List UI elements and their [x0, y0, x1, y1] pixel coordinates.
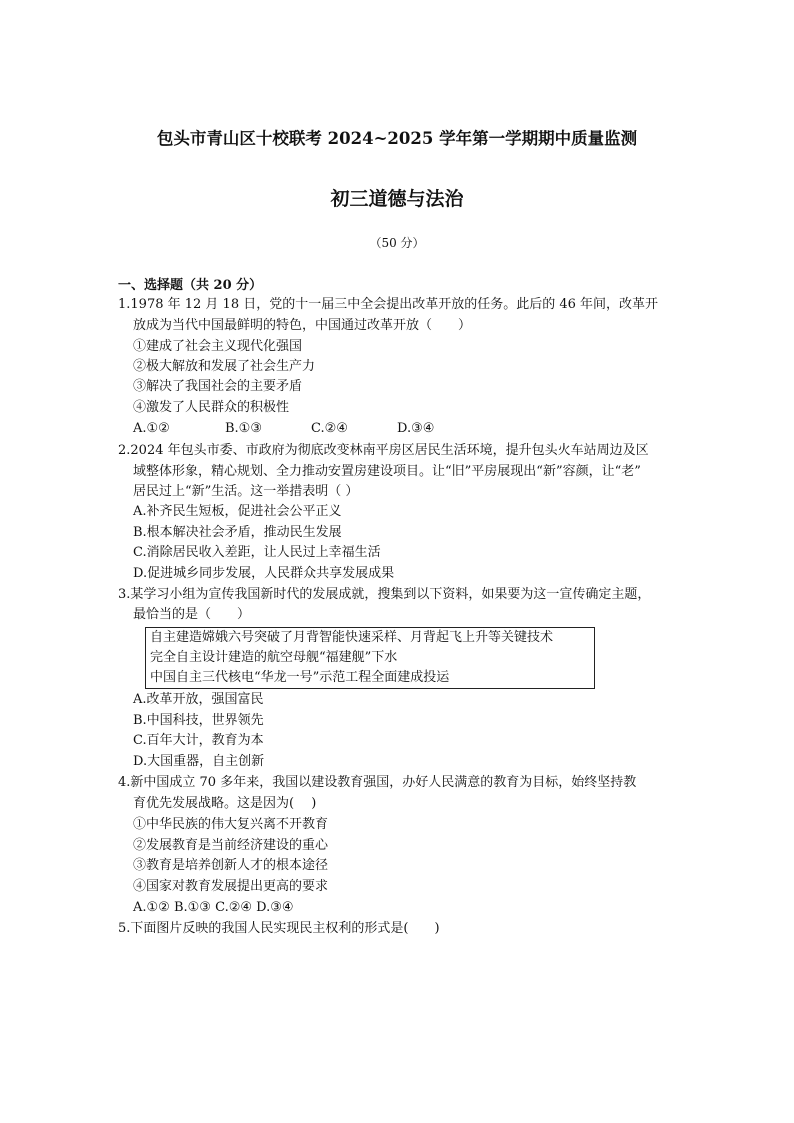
q1-item: ①建成了社会主义现代化强国	[133, 339, 303, 354]
q3-material-box	[145, 627, 595, 689]
q3-option-d: D.大国重器，自主创新	[133, 754, 265, 769]
q2-stem-line2: 域整体形象，精心规划、全力推动安置房建设项目。让“旧”平房展现出“新”容颜，让“老”	[133, 464, 641, 479]
q2-option-b: B.根本解决社会矛盾，推动民生发展	[133, 525, 342, 540]
q3-material-line: 中国自主三代核电“华龙一号”示范工程全面建成投运	[150, 670, 450, 685]
q3-option-a: A.改革开放，强国富民	[133, 692, 264, 707]
q2-option-d: D.促进城乡同步发展，人民群众共享发展成果	[133, 566, 395, 581]
exam-title: 包头市青山区十校联考 2024~2025 学年第一学期期中质量监测	[156, 129, 638, 148]
q4-options: A.①② B.①③ C.②④ D.③④	[133, 900, 294, 915]
q3-material-line: 完全自主设计建造的航空母舰“福建舰”下水	[150, 650, 398, 665]
q1-stem-line2: 放成为当代中国最鲜明的特色，中国通过改革开放（ ）	[133, 318, 472, 333]
exam-score: （50 分）	[369, 236, 425, 250]
q2-stem-line1: 2.2024 年包头市委、市政府为彻底改变林南平房区居民生活环境，提升包头火车站周边及区	[118, 443, 649, 458]
q1-options	[133, 419, 434, 439]
q1-item: ③解决了我国社会的主要矛盾	[133, 379, 303, 394]
q4-item: ②发展教育是当前经济建设的重心	[133, 838, 329, 853]
q1-item: ④激发了人民群众的积极性	[133, 400, 290, 415]
q1-option-b: B.①③	[225, 421, 262, 436]
q4-stem-line1: 4.新中国成立 70 多年来，我国以建设教育强国，办好人民满意的教育为目标，始终坚持教	[118, 775, 637, 790]
q3-stem-line1: 3.某学习小组为宣传我国新时代的发展成就，搜集到以下资料，如果要为这一宣传确定主题，	[118, 587, 651, 602]
q2-stem-line3: 居民过上“新”生活。这一举措表明（ ）	[133, 484, 359, 499]
q4-item: ③教育是培养创新人才的根本途径	[133, 858, 329, 873]
q4-item: ④国家对教育发展提出更高的要求	[133, 879, 329, 894]
q1-option-d: D.③④	[397, 421, 435, 436]
q1-option-a: A.①②	[133, 421, 170, 436]
q1-option-c: C.②④	[311, 421, 348, 436]
section-heading: 一、选择题（共 20 分）	[118, 278, 263, 293]
q3-option-c: C.百年大计，教育为本	[133, 733, 264, 748]
q3-stem-line2: 最恰当的是（ ）	[133, 607, 251, 622]
exam-subject: 初三道德与法治	[330, 188, 464, 210]
q2-option-c: C.消除居民收入差距，让人民过上幸福生活	[133, 545, 381, 560]
q1-stem-line1: 1.1978 年 12 月 18 日，党的十一届三中全会提出改革开放的任务。此后的 46 年间，改革开	[118, 297, 659, 312]
q1-item: ②极大解放和发展了社会生产力	[133, 359, 316, 374]
q4-stem-line2: 育优先发展战略。这是因为( )	[133, 796, 317, 811]
q4-item: ①中华民族的伟大复兴离不开教育	[133, 817, 329, 832]
q5-stem-line1: 5.下面图片反映的我国人民实现民主权利的形式是( )	[118, 921, 440, 936]
q3-option-b: B.中国科技，世界领先	[133, 713, 264, 728]
q3-material-line: 自主建造嫦娥六号突破了月背智能快速采样、月背起飞上升等关键技术	[150, 630, 554, 645]
q2-option-a: A.补齐民生短板，促进社会公平正义	[133, 504, 342, 519]
